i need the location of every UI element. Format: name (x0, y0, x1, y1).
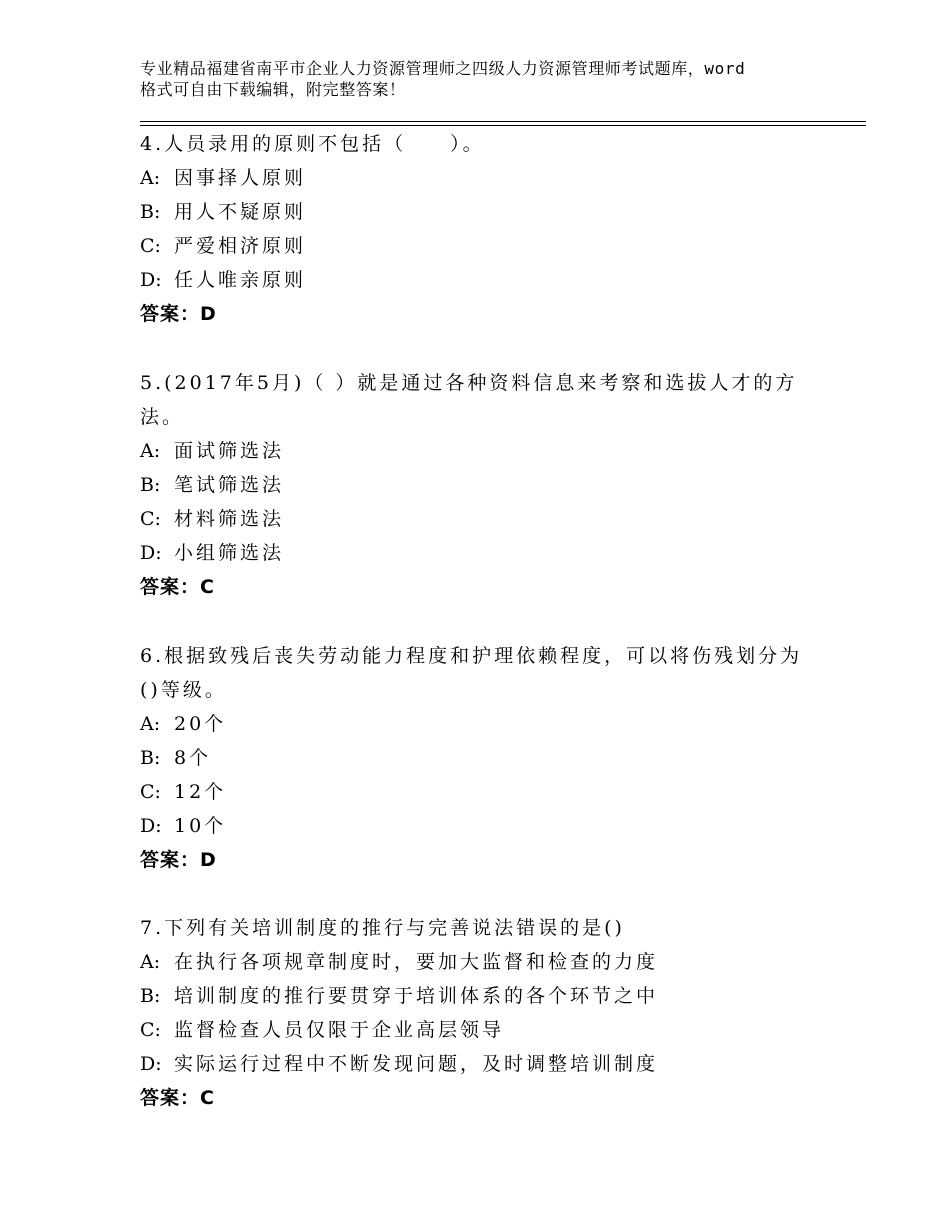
option-letter: C: (140, 235, 161, 257)
option-text: 实际运行过程中不断发现问题，及时调整培训制度 (174, 1053, 659, 1075)
option-d (140, 536, 820, 570)
question-7 (140, 911, 820, 1115)
option-b (140, 468, 820, 502)
question-5 (140, 366, 820, 604)
option-text: 20个 (174, 713, 227, 735)
option-d (140, 809, 820, 843)
option-d (140, 263, 820, 297)
document-header (140, 58, 840, 100)
question-stem: 7.下列有关培训制度的推行与完善说法错误的是() (140, 917, 625, 939)
header-title-line-2: 格式可自由下载编辑，附完整答案！ (140, 80, 406, 99)
answer: 答案：D (140, 849, 217, 871)
option-text: 在执行各项规章制度时，要加大监督和检查的力度 (174, 951, 659, 973)
option-text: 材料筛选法 (174, 508, 285, 530)
option-a (140, 434, 820, 468)
option-letter: A: (140, 440, 161, 462)
header-divider-top (140, 121, 866, 122)
option-letter: C: (140, 781, 161, 803)
option-a (140, 945, 820, 979)
option-d (140, 1047, 820, 1081)
answer: 答案：D (140, 303, 217, 325)
option-b (140, 741, 820, 775)
option-letter: C: (140, 1019, 161, 1041)
option-text: 12个 (174, 781, 227, 803)
option-text: 8个 (174, 747, 212, 769)
option-letter: A: (140, 167, 161, 189)
answer: 答案：C (140, 1087, 215, 1109)
question-6 (140, 639, 820, 877)
option-letter: B: (140, 474, 161, 496)
option-text: 用人不疑原则 (174, 201, 307, 223)
option-a (140, 161, 820, 195)
answer: 答案：C (140, 576, 215, 598)
question-stem: 4.人员录用的原则不包括（ ）。 (140, 133, 485, 155)
option-text: 培训制度的推行要贯穿于培训体系的各个环节之中 (174, 985, 659, 1007)
option-text: 小组筛选法 (174, 542, 285, 564)
option-letter: D: (140, 1053, 162, 1075)
option-letter: A: (140, 713, 161, 735)
option-text: 任人唯亲原则 (174, 269, 307, 291)
option-letter: B: (140, 747, 161, 769)
option-letter: B: (140, 201, 161, 223)
option-text: 因事择人原则 (174, 167, 307, 189)
question-stem: 5.(2017年5月)（ ）就是通过各种资料信息来考察和选拔人才的方法。 (140, 372, 798, 428)
header-title-line-1: 专业精品福建省南平市企业人力资源管理师之四级人力资源管理师考试题库，word (140, 59, 746, 78)
option-text: 10个 (174, 815, 227, 837)
option-letter: C: (140, 508, 161, 530)
option-c (140, 1013, 820, 1047)
option-letter: D: (140, 269, 162, 291)
option-letter: A: (140, 951, 161, 973)
option-b (140, 195, 820, 229)
option-letter: D: (140, 542, 162, 564)
question-stem: 6.根据致残后丧失劳动能力程度和护理依赖程度，可以将伤残划分为()等级。 (140, 645, 803, 701)
option-text: 面试筛选法 (174, 440, 285, 462)
option-letter: D: (140, 815, 162, 837)
option-text: 严爱相济原则 (174, 235, 307, 257)
option-a (140, 707, 820, 741)
option-c (140, 229, 820, 263)
option-c (140, 502, 820, 536)
header-divider-bottom (140, 125, 866, 126)
option-c (140, 775, 820, 809)
option-b (140, 979, 820, 1013)
question-4 (140, 127, 820, 331)
option-text: 监督检查人员仅限于企业高层领导 (174, 1019, 505, 1041)
option-letter: B: (140, 985, 161, 1007)
option-text: 笔试筛选法 (174, 474, 285, 496)
